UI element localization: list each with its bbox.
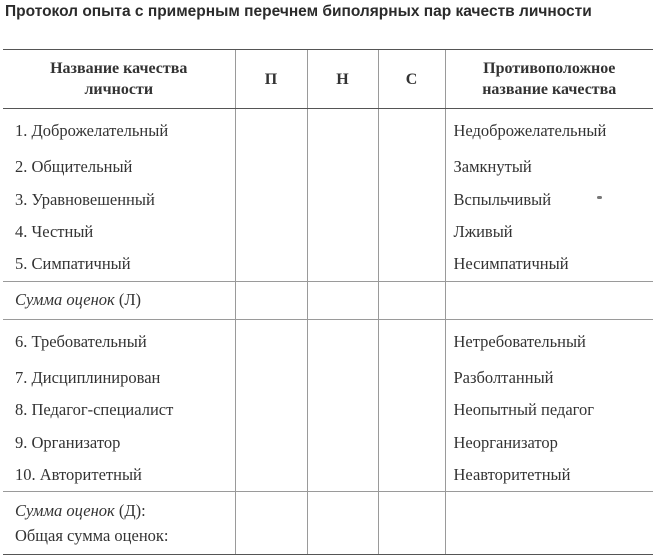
header-row bbox=[3, 50, 653, 109]
total-sum-label: Общая сумма оценок: bbox=[15, 526, 169, 546]
header-s: С bbox=[378, 50, 445, 109]
table-row bbox=[3, 362, 653, 394]
score-cell-n[interactable] bbox=[307, 426, 378, 458]
quality-name: 4. Честный bbox=[15, 221, 94, 241]
score-cell-s[interactable] bbox=[378, 248, 445, 281]
score-cell-n[interactable] bbox=[307, 151, 378, 183]
score-cell-p[interactable] bbox=[235, 319, 307, 362]
opposite-name: Неопытный педагог bbox=[445, 394, 653, 426]
header-p: П bbox=[235, 50, 307, 109]
score-cell-p[interactable] bbox=[235, 216, 307, 248]
sum-cell-s[interactable] bbox=[378, 492, 445, 555]
qualities-table bbox=[3, 49, 653, 555]
score-cell-p[interactable] bbox=[235, 362, 307, 394]
table-row bbox=[3, 109, 653, 152]
sum-row-d bbox=[3, 492, 653, 555]
opposite-name: Замкнутый bbox=[445, 151, 653, 183]
score-cell-p[interactable] bbox=[235, 109, 307, 152]
sum-cell-opposite bbox=[445, 281, 653, 319]
opposite-name: Нетребовательный bbox=[445, 319, 653, 362]
quality-name: 9. Организатор bbox=[15, 432, 121, 452]
quality-name: 7. Дисциплинирован bbox=[15, 367, 161, 387]
protocol-title: Протокол опыта с примерным перечнем биполярных пар качеств личности bbox=[5, 3, 592, 20]
sum-cell-opposite bbox=[445, 492, 653, 555]
score-cell-s[interactable] bbox=[378, 319, 445, 362]
header-opposite-name: Противоположное название качества bbox=[445, 50, 653, 109]
sum-cell-n[interactable] bbox=[307, 281, 378, 319]
sum-label-d: Сумма оценок (Д): Общая сумма оценок: bbox=[3, 492, 235, 555]
score-cell-s[interactable] bbox=[378, 109, 445, 152]
score-cell-s[interactable] bbox=[378, 151, 445, 183]
score-cell-s[interactable] bbox=[378, 394, 445, 426]
quality-name: 10. Авторитетный bbox=[15, 464, 142, 484]
quality-name: 3. Уравновешенный bbox=[15, 189, 155, 209]
score-cell-n[interactable] bbox=[307, 248, 378, 281]
header-n: Н bbox=[307, 50, 378, 109]
score-cell-n[interactable] bbox=[307, 216, 378, 248]
score-cell-n[interactable] bbox=[307, 109, 378, 152]
score-cell-n[interactable] bbox=[307, 394, 378, 426]
opposite-name: Вспыльчивый bbox=[445, 183, 653, 215]
table-row bbox=[3, 248, 653, 281]
table-row bbox=[3, 216, 653, 248]
sum-cell-n[interactable] bbox=[307, 492, 378, 555]
opposite-name: Несимпатичный bbox=[445, 248, 653, 281]
table-row bbox=[3, 459, 653, 492]
table-row bbox=[3, 319, 653, 362]
table-row bbox=[3, 426, 653, 458]
opposite-name: Недоброжелательный bbox=[445, 109, 653, 152]
opposite-name: Неавторитетный bbox=[445, 459, 653, 492]
score-cell-n[interactable] bbox=[307, 183, 378, 215]
score-cell-p[interactable] bbox=[235, 248, 307, 281]
table-row bbox=[3, 394, 653, 426]
score-cell-p[interactable] bbox=[235, 151, 307, 183]
score-cell-s[interactable] bbox=[378, 426, 445, 458]
print-speck bbox=[597, 196, 602, 199]
score-cell-n[interactable] bbox=[307, 459, 378, 492]
table-row bbox=[3, 151, 653, 183]
score-cell-s[interactable] bbox=[378, 183, 445, 215]
score-cell-p[interactable] bbox=[235, 426, 307, 458]
score-cell-p[interactable] bbox=[235, 183, 307, 215]
quality-name: 8. Педагог-специалист bbox=[15, 400, 174, 420]
sum-cell-p[interactable] bbox=[235, 492, 307, 555]
opposite-name: Неорганизатор bbox=[445, 426, 653, 458]
score-cell-p[interactable] bbox=[235, 394, 307, 426]
opposite-name: Разболтанный bbox=[445, 362, 653, 394]
sum-label-l: Сумма оценок (Л) bbox=[3, 281, 235, 319]
quality-name: 6. Требовательный bbox=[15, 331, 147, 351]
quality-name: 2. Общительный bbox=[15, 157, 133, 177]
score-cell-n[interactable] bbox=[307, 362, 378, 394]
quality-name: 1. Доброжелательный bbox=[15, 121, 169, 140]
score-cell-s[interactable] bbox=[378, 362, 445, 394]
opposite-name: Лживый bbox=[445, 216, 653, 248]
score-cell-s[interactable] bbox=[378, 459, 445, 492]
sum-cell-p[interactable] bbox=[235, 281, 307, 319]
quality-name: 5. Симпатичный bbox=[15, 254, 131, 274]
score-cell-n[interactable] bbox=[307, 319, 378, 362]
sum-cell-s[interactable] bbox=[378, 281, 445, 319]
sum-row-l bbox=[3, 281, 653, 319]
table-row bbox=[3, 183, 653, 215]
header-quality-name: Название качества личности bbox=[3, 50, 235, 109]
score-cell-p[interactable] bbox=[235, 459, 307, 492]
score-cell-s[interactable] bbox=[378, 216, 445, 248]
